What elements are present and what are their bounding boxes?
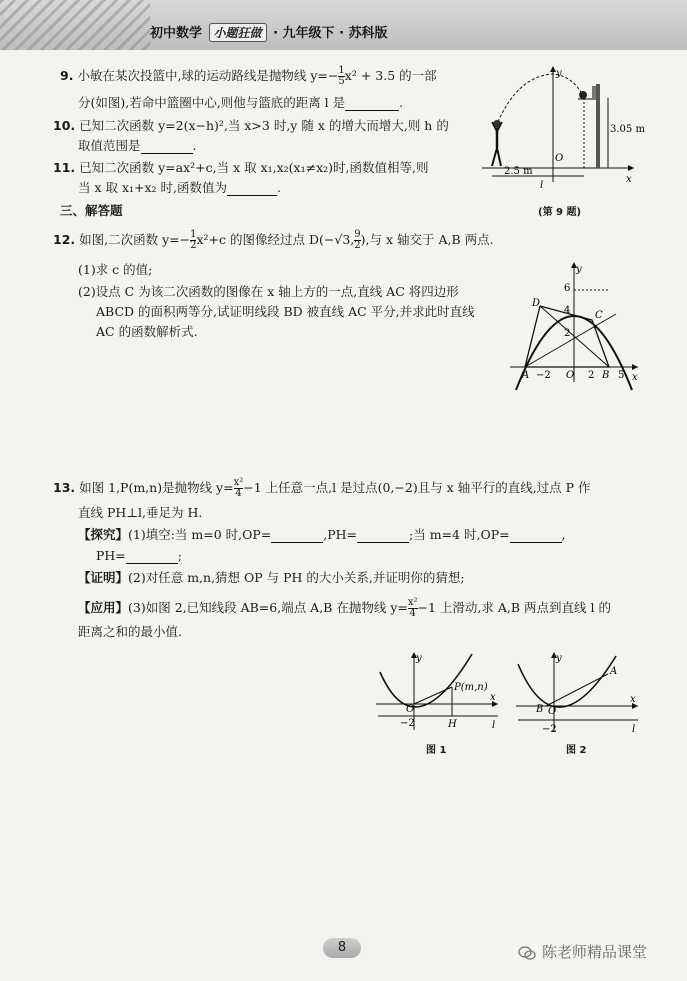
q11-answer-blank[interactable] [227,182,277,196]
q9-x-arrow [628,165,634,171]
q10-number: 10. [53,118,76,133]
fig1-label-neg2: −2 [400,718,415,729]
fig2-label-neg2: −2 [542,724,557,735]
wechat-icon [518,946,536,960]
q13-apply-tag: 【应用】 [78,600,129,615]
q12-text1c: ,与 x 轴交于 A,B 两点. [365,232,494,247]
q9-height-label: 3.05 m [610,124,645,135]
q12-line1 [53,230,494,251]
section-heading: 三、解答题 [60,203,123,218]
q13-apply-line1: 【应用】(3)如图 2,已知线段 AB=6,端点 A,B 在抛物线 y= $\frac{\text{x²}}{4}$ −1 上滑动,求 A,B 两点到直线 l 的 [78,597,611,619]
fig2-y-label: y [556,653,562,664]
q10-line1 [53,118,449,134]
q9-x-label: x [626,174,632,185]
q9-y-label: y [556,68,562,79]
q11-number: 11. [53,160,76,175]
q11-text1: 已知二次函数 y=ax²+c,当 x 取 x₁,x₂(x₁≠x₂)时,函数值相等,则 [79,160,429,175]
fig2-label-a: A [610,666,618,677]
fig2-caption: 图 2 [566,745,587,756]
watermark-text: 陈老师精品课堂 [542,943,648,961]
q12-label-a: A [522,370,530,381]
q9-figure [478,64,645,192]
q13-ph-m4-blank[interactable] [126,550,178,564]
q12-tick-pos2: 2 [588,370,595,381]
q12-text1b: x²+c 的图像经过点 D [196,232,319,247]
q12-label-b: B [602,370,610,381]
q12-fraction1: $\frac{1}{2}$ [190,229,197,251]
q12-part1: (1)求 c 的值; [78,262,153,277]
header-prefix: 初中数学 [150,26,203,41]
q9-origin-label: O [555,153,564,164]
q13-prove-line [78,570,465,586]
q9-number: 9. [60,68,74,83]
q12-label-c: C [595,310,603,321]
brand-logo: 小题狂做 [209,23,267,42]
q13-apply-line2: 距离之和的最小值. [78,624,182,639]
page-header [0,0,687,50]
q10-line2: 取值范围是 . [78,138,197,153]
q13-prove-tag: 【证明】 [78,570,129,585]
q9-ball [579,91,587,99]
fig2-label-o: O [548,706,557,717]
q12-point-open: (−√3, [319,232,355,247]
fig1-x-label: x [490,692,496,703]
q9-l-label: l [540,180,544,191]
q13-text1b: −1 上任意一点,l 是过点(0,−2)且与 x 轴平行的直线,过点 P 作 [243,480,591,495]
q13-text1a: 如图 1,P(m,n)是抛物线 y= [79,480,234,495]
header-suffix: · 九年级下 · 苏科版 [273,26,388,41]
q9-player [492,120,502,166]
q9-line2: 分(如图),若命中篮圈中心,则他与篮底的距离 l 是 . [78,95,404,110]
fig1-y-label: y [416,653,422,664]
fig2-x-label: x [630,694,636,705]
q9-answer-blank[interactable] [345,97,399,111]
q12-x-arrow [632,364,638,370]
q10-text1: 已知二次函数 y=2(x−h)²,当 x>3 时,y 随 x 的增大而增大,则 h 的 [79,118,449,133]
q12-line-ac [525,314,616,367]
fig2-label-b: B [536,704,544,715]
q12-number: 12. [53,232,76,247]
q13-fraction: $\frac{\text{x²}}{4}$ [233,477,244,499]
q13-figure2 [512,650,642,740]
fig1-l-label: l [492,720,496,731]
q11-line1 [53,160,428,176]
q9-backboard [592,86,596,100]
q12-part2-line3: AC 的函数解析式. [96,324,198,339]
page-number: 8 [323,938,361,958]
header-title [150,22,388,42]
q11-line2: 当 x 取 x₁+x₂ 时,函数值为 . [78,180,281,195]
fig1-label-p: P(m,n) [454,682,488,693]
q12-label-d: D [532,298,541,309]
q12-fraction2: $\frac{9}{2}$ [354,229,361,251]
fig2-l-label: l [632,724,636,735]
q12-label-o: O [566,370,575,381]
q11-text2: 当 x 取 x₁+x₂ 时,函数值为 [78,180,228,195]
q13-explore-line2: PH= ; [96,548,183,563]
fig1-label-o: O [406,704,415,715]
q12-figure [504,260,644,388]
q12-part2-line1: (2)设点 C 为该二次函数的图像在 x 轴上方的一点,直线 AC 将四边形 [78,284,459,299]
q12-part2-line2: ABCD 的面积两等分,试证明线段 BD 被直线 AC 平分,并求此时直线 [96,304,475,319]
q10-text2: 取值范围是 [78,138,141,153]
fig2-parabola [518,656,616,707]
q13-ph-m0-blank[interactable] [357,529,409,543]
q9-fraction: $\frac{1}{5}$ [338,65,345,87]
q13-prove-text: (2)对任意 m,n,猜想 OP 与 PH 的大小关系,并证明你的猜想; [128,570,465,585]
q13-line2: 直线 PH⊥l,垂足为 H. [78,505,203,520]
q13-explore-line1: 【探究】(1)填空:当 m=0 时,OP= ,PH= ;当 m=4 时,OP= , [78,527,566,542]
q12-tick-four: 4 [564,305,571,316]
q13-number: 13. [53,480,76,495]
q9-ball-path [498,74,584,122]
q9-caption: (第 9 题) [538,207,582,218]
q12-tick-six: 6 [564,283,571,294]
q9-text2: 分(如图),若命中篮圈中心,则他与篮底的距离 l 是 [78,95,346,110]
q12-x-label: x [632,372,638,383]
q13-explore-tag: 【探究】 [78,527,129,542]
q12-tick-five: 5 [618,370,625,381]
q13-op-m4-blank[interactable] [510,529,562,543]
q10-answer-blank[interactable] [141,140,193,154]
q12-tick-two: 2 [564,328,571,339]
q9-hoop-pole [596,84,600,168]
q13-apply-fraction: $\frac{\text{x²}}{4}$ [407,597,418,619]
q9-text1-tail: x² + 3.5 的一部 [344,68,437,83]
q12-tick-neg2: −2 [536,370,551,381]
q9-text1: 小敏在某次投篮中,球的运动路线是抛物线 y=− [77,68,339,83]
q12-point-close: ) [360,232,366,247]
fig1-caption: 图 1 [426,745,447,756]
q12-text1a: 如图,二次函数 y=− [79,232,191,247]
q9-distance-label: 2.5 m [504,166,533,177]
q13-line1 [53,478,591,499]
fig1-label-h: H [448,719,457,730]
header-stripes [0,0,150,50]
q9-line1 [60,66,437,87]
q12-y-label: y [576,264,582,275]
q13-figure1 [372,650,502,740]
q13-op-m0-blank[interactable] [271,529,323,543]
watermark [518,941,647,962]
